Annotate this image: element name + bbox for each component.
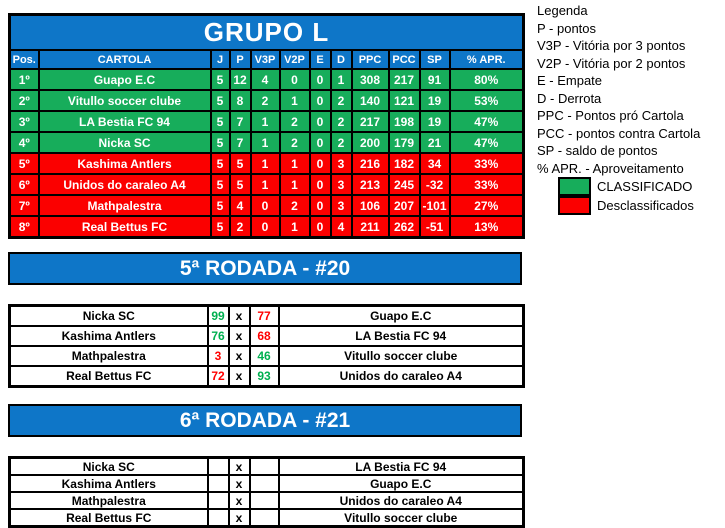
- away-team: Guapo E.C: [279, 306, 524, 327]
- standings-cell: 262: [389, 216, 420, 238]
- disqualified-label: Desclassificados: [597, 197, 694, 213]
- home-score: [208, 509, 229, 527]
- column-header: V3P: [251, 50, 280, 69]
- standings-cell: 1: [251, 111, 280, 132]
- standings-cell: 2: [280, 132, 310, 153]
- legend: [537, 2, 700, 215]
- standings-cell: 19: [420, 111, 450, 132]
- versus-separator: x: [229, 509, 250, 527]
- standings-cell: 1: [331, 69, 352, 90]
- standings-cell: 33%: [450, 153, 524, 174]
- standings-row: [10, 153, 524, 174]
- legend-item: V2P - Vitória por 2 pontos: [537, 55, 686, 71]
- standings-cell: 0: [310, 69, 331, 90]
- standings-cell: Mathpalestra: [39, 195, 211, 216]
- standings-cell: 0: [310, 153, 331, 174]
- standings-cell: 5: [230, 174, 251, 195]
- home-team: Nicka SC: [10, 458, 208, 476]
- versus-separator: x: [229, 326, 250, 346]
- tables-column: [8, 13, 522, 528]
- standings-cell: 3º: [10, 111, 39, 132]
- home-team: Nicka SC: [10, 306, 208, 327]
- standings-cell: 216: [352, 153, 389, 174]
- standings-cell: 5: [211, 216, 230, 238]
- standings-row: [10, 174, 524, 195]
- column-header: P: [230, 50, 251, 69]
- standings-cell: 308: [352, 69, 389, 90]
- standings-cell: 2: [280, 111, 310, 132]
- standings-cell: 245: [389, 174, 420, 195]
- standings-cell: 7: [230, 132, 251, 153]
- column-header: E: [310, 50, 331, 69]
- standings-cell: Nicka SC: [39, 132, 211, 153]
- standings-cell: 0: [251, 216, 280, 238]
- group-title: GRUPO L: [10, 15, 524, 51]
- home-score: 76: [208, 326, 229, 346]
- legend-item: PCC - pontos contra Cartola: [537, 125, 701, 141]
- away-team: LA Bestia FC 94: [279, 458, 524, 476]
- standings-row: [10, 216, 524, 238]
- standings-cell: 5: [211, 69, 230, 90]
- home-score: [208, 492, 229, 509]
- standings-cell: LA Bestia FC 94: [39, 111, 211, 132]
- standings-cell: 0: [310, 195, 331, 216]
- column-header: PCC: [389, 50, 420, 69]
- standings-cell: 200: [352, 132, 389, 153]
- group-standings-table: [8, 13, 525, 239]
- standings-cell: 5: [211, 153, 230, 174]
- standings-cell: 2: [280, 195, 310, 216]
- standings-cell: 3: [331, 174, 352, 195]
- standings-cell: Guapo E.C: [39, 69, 211, 90]
- away-team: LA Bestia FC 94: [279, 326, 524, 346]
- legend-title: Legenda: [537, 3, 588, 18]
- standings-cell: 3: [331, 153, 352, 174]
- standings-cell: 27%: [450, 195, 524, 216]
- standings-cell: -51: [420, 216, 450, 238]
- standings-row: [10, 111, 524, 132]
- standings-cell: 8: [230, 90, 251, 111]
- away-team: Vitullo soccer clube: [279, 509, 524, 527]
- standings-cell: 1: [280, 90, 310, 111]
- standings-cell: 2: [230, 216, 251, 238]
- standings-cell: 1: [251, 132, 280, 153]
- column-header: V2P: [280, 50, 310, 69]
- standings-cell: 12: [230, 69, 251, 90]
- standings-cell: Real Bettus FC: [39, 216, 211, 238]
- standings-cell: -32: [420, 174, 450, 195]
- home-score: 72: [208, 366, 229, 387]
- versus-separator: x: [229, 492, 250, 509]
- standings-cell: 2: [331, 111, 352, 132]
- away-team: Vitullo soccer clube: [279, 346, 524, 366]
- standings-cell: 217: [352, 111, 389, 132]
- standings-cell: 53%: [450, 90, 524, 111]
- standings-cell: 2º: [10, 90, 39, 111]
- standings-cell: 1: [251, 153, 280, 174]
- column-header: Pos.: [10, 50, 39, 69]
- match-row: [10, 475, 524, 492]
- standings-cell: 198: [389, 111, 420, 132]
- standings-cell: 91: [420, 69, 450, 90]
- round5-header: 5ª RODADA - #20: [8, 252, 522, 285]
- standings-cell: 33%: [450, 174, 524, 195]
- standings-cell: -101: [420, 195, 450, 216]
- standings-row: [10, 132, 524, 153]
- standings-cell: 47%: [450, 132, 524, 153]
- standings-cell: 5º: [10, 153, 39, 174]
- classified-legend-row: [558, 177, 700, 196]
- standings-row: [10, 195, 524, 216]
- legend-item: % APR. - Aproveitamento: [537, 160, 684, 176]
- column-header: % APR.: [450, 50, 524, 69]
- versus-separator: x: [229, 306, 250, 327]
- standings-cell: 179: [389, 132, 420, 153]
- versus-separator: x: [229, 475, 250, 492]
- legend-item: D - Derrota: [537, 90, 602, 106]
- column-header: PPC: [352, 50, 389, 69]
- away-score: 93: [250, 366, 279, 387]
- standings-cell: 1º: [10, 69, 39, 90]
- standings-cell: 0: [310, 174, 331, 195]
- standings-cell: Unidos do caraleo A4: [39, 174, 211, 195]
- standings-cell: 5: [211, 132, 230, 153]
- standings-cell: 4: [331, 216, 352, 238]
- standings-cell: 13%: [450, 216, 524, 238]
- legend-item: SP - saldo de pontos: [537, 143, 658, 158]
- standings-cell: 7º: [10, 195, 39, 216]
- standings-cell: 0: [310, 111, 331, 132]
- standings-cell: 0: [251, 195, 280, 216]
- home-score: 3: [208, 346, 229, 366]
- standings-cell: 2: [331, 90, 352, 111]
- match-row: [10, 346, 524, 366]
- home-team: Real Bettus FC: [10, 509, 208, 527]
- home-team: Mathpalestra: [10, 492, 208, 509]
- home-team: Real Bettus FC: [10, 366, 208, 387]
- match-row: [10, 326, 524, 346]
- column-header: CARTOLA: [39, 50, 211, 69]
- versus-separator: x: [229, 458, 250, 476]
- standings-cell: 4º: [10, 132, 39, 153]
- standings-cell: 21: [420, 132, 450, 153]
- away-score: 46: [250, 346, 279, 366]
- standings-cell: 182: [389, 153, 420, 174]
- legend-item: V3P - Vitória por 3 pontos: [537, 38, 686, 53]
- versus-separator: x: [229, 346, 250, 366]
- standings-cell: Vitullo soccer clube: [39, 90, 211, 111]
- match-row: [10, 509, 524, 527]
- standings-cell: 0: [310, 90, 331, 111]
- standings-row: [10, 90, 524, 111]
- away-team: Unidos do caraleo A4: [279, 366, 524, 387]
- away-score: 77: [250, 306, 279, 327]
- classified-label: CLASSIFICADO: [597, 178, 693, 194]
- standings-cell: 1: [280, 153, 310, 174]
- standings-cell: 80%: [450, 69, 524, 90]
- home-score: [208, 458, 229, 476]
- match-row: [10, 492, 524, 509]
- standings-cell: 0: [280, 69, 310, 90]
- match-row: [10, 306, 524, 327]
- standings-cell: 5: [211, 111, 230, 132]
- standings-cell: 121: [389, 90, 420, 111]
- standings-cell: 213: [352, 174, 389, 195]
- home-team: Kashima Antlers: [10, 326, 208, 346]
- standings-cell: 2: [251, 90, 280, 111]
- standings-cell: 19: [420, 90, 450, 111]
- classified-swatch: [558, 177, 591, 196]
- group-title-row: [10, 15, 524, 51]
- home-score: [208, 475, 229, 492]
- standings-cell: 47%: [450, 111, 524, 132]
- home-team: Kashima Antlers: [10, 475, 208, 492]
- standings-cell: 6º: [10, 174, 39, 195]
- standings-cell: 207: [389, 195, 420, 216]
- standings-cell: 2: [331, 132, 352, 153]
- standings-cell: 5: [211, 174, 230, 195]
- standings-cell: 5: [230, 153, 251, 174]
- standings-cell: 5: [211, 195, 230, 216]
- legend-item: P - pontos: [537, 20, 597, 36]
- standings-cell: 4: [251, 69, 280, 90]
- standings-cell: 1: [251, 174, 280, 195]
- standings-cell: 1: [280, 216, 310, 238]
- column-header: SP: [420, 50, 450, 69]
- home-score: 99: [208, 306, 229, 327]
- column-header: D: [331, 50, 352, 69]
- round6-matches-table: [8, 456, 525, 528]
- round5-matches-table: [8, 304, 525, 388]
- match-row: [10, 366, 524, 387]
- away-score: [250, 475, 279, 492]
- legend-item: E - Empate: [537, 73, 603, 88]
- home-team: Mathpalestra: [10, 346, 208, 366]
- disqualified-legend-row: [558, 196, 700, 215]
- standings-cell: 211: [352, 216, 389, 238]
- standings-cell: 217: [389, 69, 420, 90]
- away-score: 68: [250, 326, 279, 346]
- legend-item: PPC - Pontos pró Cartola: [537, 108, 684, 123]
- standings-cell: 5: [211, 90, 230, 111]
- away-team: Guapo E.C: [279, 475, 524, 492]
- standings-cell: 106: [352, 195, 389, 216]
- match-row: [10, 458, 524, 476]
- standings-header-row: [10, 50, 524, 69]
- away-score: [250, 509, 279, 527]
- standings-cell: 3: [331, 195, 352, 216]
- standings-cell: 0: [310, 216, 331, 238]
- disqualified-swatch: [558, 196, 591, 215]
- round6-header: 6ª RODADA - #21: [8, 404, 522, 437]
- standings-cell: 34: [420, 153, 450, 174]
- standings-row: [10, 69, 524, 90]
- standings-cell: 0: [310, 132, 331, 153]
- away-score: [250, 458, 279, 476]
- standings-cell: Kashima Antlers: [39, 153, 211, 174]
- away-team: Unidos do caraleo A4: [279, 492, 524, 509]
- column-header: J: [211, 50, 230, 69]
- standings-cell: 7: [230, 111, 251, 132]
- standings-cell: 8º: [10, 216, 39, 238]
- standings-cell: 4: [230, 195, 251, 216]
- versus-separator: x: [229, 366, 250, 387]
- standings-cell: 140: [352, 90, 389, 111]
- standings-cell: 1: [280, 174, 310, 195]
- away-score: [250, 492, 279, 509]
